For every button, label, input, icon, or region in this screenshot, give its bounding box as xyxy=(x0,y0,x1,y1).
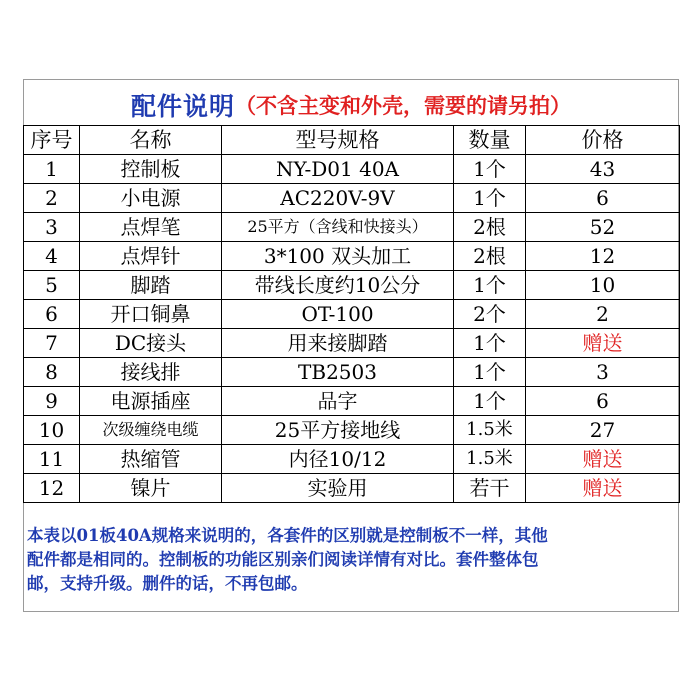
row-qty: 1个 xyxy=(454,329,526,358)
row-no: 4 xyxy=(24,242,80,271)
row-price: 27 xyxy=(526,416,680,445)
table-row xyxy=(24,300,680,329)
row-no: 8 xyxy=(24,358,80,387)
row-name: 次级缠绕电缆 xyxy=(80,416,222,445)
row-name: 热缩管 xyxy=(80,445,222,474)
row-no: 2 xyxy=(24,184,80,213)
table-row xyxy=(24,213,680,242)
footnote-line: 邮，支持升级。删件的话，不再包邮。 xyxy=(27,574,308,593)
row-spec: 25平方接地线 xyxy=(222,416,454,445)
row-qty: 2根 xyxy=(454,213,526,242)
row-name: 小电源 xyxy=(80,184,222,213)
row-name: DC接头 xyxy=(80,329,222,358)
row-qty: 1.5米 xyxy=(454,416,526,445)
table-row xyxy=(24,329,680,358)
row-qty: 1个 xyxy=(454,155,526,184)
row-no: 10 xyxy=(24,416,80,445)
row-spec: 品字 xyxy=(222,387,454,416)
row-price: 3 xyxy=(526,358,680,387)
row-no: 1 xyxy=(24,155,80,184)
table-row xyxy=(24,387,680,416)
row-name: 接线排 xyxy=(80,358,222,387)
row-name: 点焊针 xyxy=(80,242,222,271)
row-qty: 1个 xyxy=(454,387,526,416)
table-row xyxy=(24,155,680,184)
row-name: 脚踏 xyxy=(80,271,222,300)
table-row xyxy=(24,242,680,271)
row-price: 52 xyxy=(526,213,680,242)
row-spec: 3*100 双头加工 xyxy=(222,242,454,271)
row-qty: 1.5米 xyxy=(454,445,526,474)
row-price: 2 xyxy=(526,300,680,329)
row-no: 7 xyxy=(24,329,80,358)
row-qty: 1个 xyxy=(454,358,526,387)
table-row xyxy=(24,474,680,503)
table-header-row xyxy=(24,126,680,155)
row-spec: 内径10/12 xyxy=(222,445,454,474)
footnote-line: 配件都是相同的。控制板的功能区别亲们阅读详情有对比。套件整体包 xyxy=(27,550,539,569)
row-price-gift: 赠送 xyxy=(526,329,680,358)
parts-table xyxy=(23,125,680,503)
row-no: 11 xyxy=(24,445,80,474)
col-header-price: 价格 xyxy=(526,126,680,155)
row-no: 5 xyxy=(24,271,80,300)
row-spec: 带线长度约10公分 xyxy=(222,271,454,300)
table-row xyxy=(24,445,680,474)
row-qty: 1个 xyxy=(454,271,526,300)
row-spec: 用来接脚踏 xyxy=(222,329,454,358)
row-no: 9 xyxy=(24,387,80,416)
row-name: 镍片 xyxy=(80,474,222,503)
row-price: 10 xyxy=(526,271,680,300)
row-price: 43 xyxy=(526,155,680,184)
row-price: 6 xyxy=(526,387,680,416)
row-name: 点焊笔 xyxy=(80,213,222,242)
table-row xyxy=(24,358,680,387)
row-qty: 2个 xyxy=(454,300,526,329)
row-price-gift: 赠送 xyxy=(526,445,680,474)
row-name: 电源插座 xyxy=(80,387,222,416)
col-header-no: 序号 xyxy=(24,126,80,155)
table-row xyxy=(24,184,680,213)
footnote xyxy=(27,524,675,596)
row-qty: 若干 xyxy=(454,474,526,503)
row-spec: OT-100 xyxy=(222,300,454,329)
row-spec: 实验用 xyxy=(222,474,454,503)
row-spec: 25平方（含线和快接头） xyxy=(222,213,454,242)
col-header-name: 名称 xyxy=(80,126,222,155)
row-no: 3 xyxy=(24,213,80,242)
row-qty: 1个 xyxy=(454,184,526,213)
page-title xyxy=(23,86,679,124)
row-spec: TB2503 xyxy=(222,358,454,387)
row-qty: 2根 xyxy=(454,242,526,271)
row-price: 12 xyxy=(526,242,680,271)
col-header-spec: 型号规格 xyxy=(222,126,454,155)
row-spec: AC220V-9V xyxy=(222,184,454,213)
row-no: 6 xyxy=(24,300,80,329)
title-sub: （不含主变和外壳，需要的请另拍） xyxy=(235,93,571,118)
row-price: 6 xyxy=(526,184,680,213)
table-row xyxy=(24,416,680,445)
title-main: 配件说明 xyxy=(130,92,235,121)
footnote-line: 本表以01板40A规格来说明的，各套件的区别就是控制板不一样，其他 xyxy=(27,526,548,545)
table-row xyxy=(24,271,680,300)
row-price-gift: 赠送 xyxy=(526,474,680,503)
row-name: 开口铜鼻 xyxy=(80,300,222,329)
row-name: 控制板 xyxy=(80,155,222,184)
row-spec: NY-D01 40A xyxy=(222,155,454,184)
row-no: 12 xyxy=(24,474,80,503)
col-header-qty: 数量 xyxy=(454,126,526,155)
